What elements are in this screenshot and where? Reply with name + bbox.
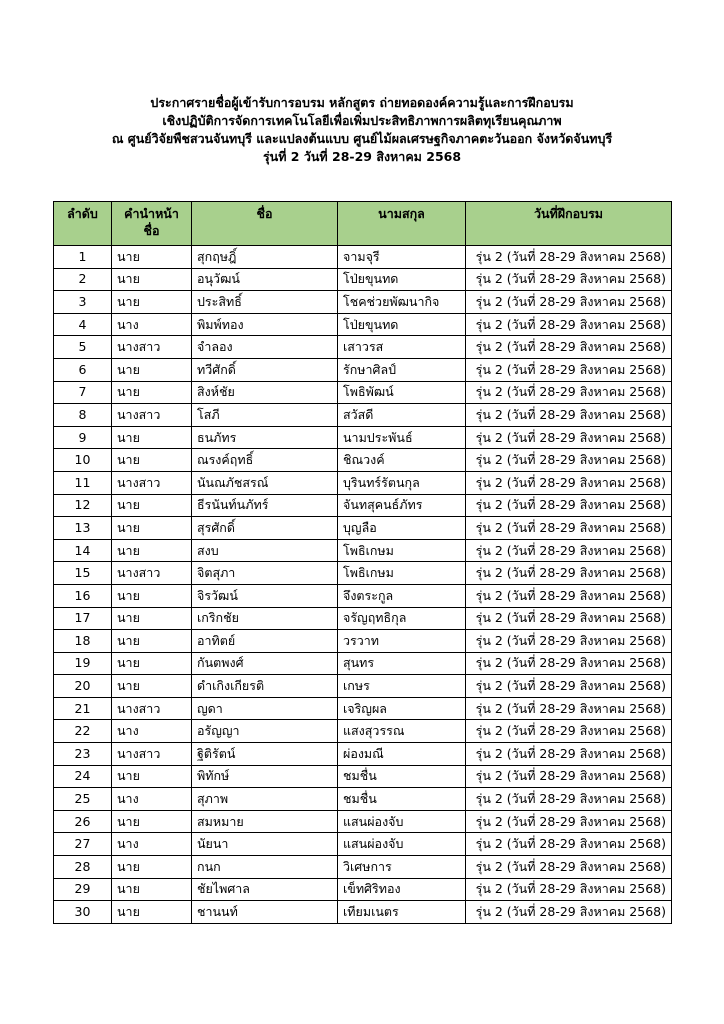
cell-last-name: ผ่องมณี <box>338 743 466 766</box>
cell-no: 2 <box>54 268 112 291</box>
header-last-name: นามสกุล <box>338 202 466 246</box>
table-row <box>54 494 672 517</box>
cell-last-name: แสงสุวรรณ <box>338 720 466 743</box>
cell-first-name: กนก <box>192 856 338 879</box>
cell-no: 26 <box>54 810 112 833</box>
cell-title: นาย <box>112 426 192 449</box>
cell-no: 18 <box>54 630 112 653</box>
table-body <box>54 246 672 924</box>
cell-no: 27 <box>54 833 112 856</box>
cell-last-name: บุรินทร์รัตนกุล <box>338 471 466 494</box>
table-row <box>54 539 672 562</box>
cell-first-name: ชานนท์ <box>192 901 338 924</box>
cell-last-name: จึงตระกูล <box>338 584 466 607</box>
cell-no: 4 <box>54 313 112 336</box>
table-row <box>54 833 672 856</box>
cell-first-name: สิงห์ชัย <box>192 381 338 404</box>
document-heading <box>0 94 724 166</box>
cell-title: นาย <box>112 901 192 924</box>
cell-no: 8 <box>54 404 112 427</box>
cell-training-date: รุ่น 2 (วันที่ 28-29 สิงหาคม 2568) <box>466 810 672 833</box>
participant-table <box>53 201 672 924</box>
cell-title: นาย <box>112 268 192 291</box>
cell-training-date: รุ่น 2 (วันที่ 28-29 สิงหาคม 2568) <box>466 291 672 314</box>
cell-first-name: โสภี <box>192 404 338 427</box>
cell-no: 23 <box>54 743 112 766</box>
table-row <box>54 404 672 427</box>
cell-training-date: รุ่น 2 (วันที่ 28-29 สิงหาคม 2568) <box>466 765 672 788</box>
cell-training-date: รุ่น 2 (วันที่ 28-29 สิงหาคม 2568) <box>466 697 672 720</box>
cell-last-name: รักษาศิลป์ <box>338 358 466 381</box>
cell-first-name: พิทักษ์ <box>192 765 338 788</box>
table-row <box>54 901 672 924</box>
heading-line-2: เชิงปฏิบัติการจัดการเทคโนโลยีเพื่อเพิ่มประสิทธิภาพการผลิตทุเรียนคุณภาพ <box>162 113 562 128</box>
cell-title: นาย <box>112 878 192 901</box>
cell-title: นาย <box>112 358 192 381</box>
header-training-date: วันที่ฝึกอบรม <box>466 202 672 246</box>
cell-last-name: ชมชื่น <box>338 765 466 788</box>
cell-last-name: เจริญผล <box>338 697 466 720</box>
cell-last-name: จันทสุคนธ์ภัทร <box>338 494 466 517</box>
table-row <box>54 765 672 788</box>
cell-training-date: รุ่น 2 (วันที่ 28-29 สิงหาคม 2568) <box>466 901 672 924</box>
cell-training-date: รุ่น 2 (วันที่ 28-29 สิงหาคม 2568) <box>466 584 672 607</box>
cell-no: 24 <box>54 765 112 788</box>
table-row <box>54 381 672 404</box>
cell-no: 30 <box>54 901 112 924</box>
cell-title: นาย <box>112 856 192 879</box>
cell-title: นาง <box>112 313 192 336</box>
cell-no: 15 <box>54 562 112 585</box>
cell-first-name: สุรศักดิ์ <box>192 517 338 540</box>
cell-no: 10 <box>54 449 112 472</box>
heading-line-3: ณ ศูนย์วิจัยพืชสวนจันทบุรี และแปลงต้นแบบ ศูนย์ไม้ผลเศรษฐกิจภาคตะวันออก จังหวัดจันทบุรี <box>111 131 613 146</box>
cell-last-name: โชคช่วยพัฒนากิจ <box>338 291 466 314</box>
cell-first-name: อรัญญา <box>192 720 338 743</box>
cell-last-name: โพธิเกษม <box>338 539 466 562</box>
cell-training-date: รุ่น 2 (วันที่ 28-29 สิงหาคม 2568) <box>466 562 672 585</box>
cell-no: 29 <box>54 878 112 901</box>
cell-training-date: รุ่น 2 (วันที่ 28-29 สิงหาคม 2568) <box>466 652 672 675</box>
cell-title: นางสาว <box>112 336 192 359</box>
cell-last-name: จรัญฤทธิกุล <box>338 607 466 630</box>
table-row <box>54 878 672 901</box>
cell-title: นาย <box>112 246 192 269</box>
cell-title: นาย <box>112 630 192 653</box>
cell-last-name: บุญลือ <box>338 517 466 540</box>
heading-line-4: รุ่นที่ 2 วันที่ 28-29 สิงหาคม 2568 <box>262 149 462 164</box>
cell-first-name: ณรงค์ฤทธิ์ <box>192 449 338 472</box>
table-row <box>54 584 672 607</box>
cell-title: นางสาว <box>112 562 192 585</box>
cell-no: 6 <box>54 358 112 381</box>
cell-training-date: รุ่น 2 (วันที่ 28-29 สิงหาคม 2568) <box>466 539 672 562</box>
cell-title: นาย <box>112 494 192 517</box>
table-row <box>54 720 672 743</box>
table-row <box>54 291 672 314</box>
cell-first-name: เกริกชัย <box>192 607 338 630</box>
cell-training-date: รุ่น 2 (วันที่ 28-29 สิงหาคม 2568) <box>466 268 672 291</box>
cell-first-name: นันณภัชสรณ์ <box>192 471 338 494</box>
cell-title: นาย <box>112 584 192 607</box>
cell-training-date: รุ่น 2 (วันที่ 28-29 สิงหาคม 2568) <box>466 833 672 856</box>
cell-no: 14 <box>54 539 112 562</box>
cell-first-name: ทวีศักดิ์ <box>192 358 338 381</box>
cell-first-name: ฐิติรัตน์ <box>192 743 338 766</box>
cell-first-name: พิมพ์ทอง <box>192 313 338 336</box>
cell-last-name: สวัสดี <box>338 404 466 427</box>
cell-title: นางสาว <box>112 471 192 494</box>
cell-no: 5 <box>54 336 112 359</box>
cell-first-name: ประสิทธิ์ <box>192 291 338 314</box>
header-title: คำนำหน้าชื่อ <box>112 202 192 246</box>
cell-no: 17 <box>54 607 112 630</box>
cell-first-name: อาทิตย์ <box>192 630 338 653</box>
cell-training-date: รุ่น 2 (วันที่ 28-29 สิงหาคม 2568) <box>466 607 672 630</box>
cell-training-date: รุ่น 2 (วันที่ 28-29 สิงหาคม 2568) <box>466 494 672 517</box>
cell-last-name: เสาวรส <box>338 336 466 359</box>
cell-training-date: รุ่น 2 (วันที่ 28-29 สิงหาคม 2568) <box>466 675 672 698</box>
table-row <box>54 810 672 833</box>
cell-last-name: จามจุรี <box>338 246 466 269</box>
cell-title: นาย <box>112 810 192 833</box>
cell-no: 21 <box>54 697 112 720</box>
cell-last-name: ชมชื่น <box>338 788 466 811</box>
cell-training-date: รุ่น 2 (วันที่ 28-29 สิงหาคม 2568) <box>466 246 672 269</box>
table-row <box>54 449 672 472</box>
cell-no: 13 <box>54 517 112 540</box>
cell-first-name: จิรวัฒน์ <box>192 584 338 607</box>
heading-line-1: ประกาศรายชื่อผู้เข้ารับการอบรม หลักสูตร ถ่ายทอดองค์ความรู้และการฝึกอบรม <box>150 95 574 110</box>
cell-last-name: โพธิพัฒน์ <box>338 381 466 404</box>
cell-title: นางสาว <box>112 743 192 766</box>
cell-no: 11 <box>54 471 112 494</box>
cell-training-date: รุ่น 2 (วันที่ 28-29 สิงหาคม 2568) <box>466 720 672 743</box>
cell-first-name: ธีรนันท์นภัทร์ <box>192 494 338 517</box>
table-row <box>54 630 672 653</box>
cell-no: 3 <box>54 291 112 314</box>
cell-last-name: เกษร <box>338 675 466 698</box>
cell-first-name: ญดา <box>192 697 338 720</box>
cell-first-name: ชัยไพศาล <box>192 878 338 901</box>
cell-last-name: โป่ยขุนทด <box>338 313 466 336</box>
table-row <box>54 313 672 336</box>
cell-title: นาย <box>112 449 192 472</box>
cell-title: นาง <box>112 788 192 811</box>
table-row <box>54 268 672 291</box>
cell-last-name: แสนผ่องจับ <box>338 810 466 833</box>
cell-first-name: ธนภัทร <box>192 426 338 449</box>
cell-first-name: อนุวัฒน์ <box>192 268 338 291</box>
cell-first-name: นัยนา <box>192 833 338 856</box>
cell-title: นาย <box>112 291 192 314</box>
cell-training-date: รุ่น 2 (วันที่ 28-29 สิงหาคม 2568) <box>466 856 672 879</box>
cell-training-date: รุ่น 2 (วันที่ 28-29 สิงหาคม 2568) <box>466 449 672 472</box>
cell-title: นาย <box>112 675 192 698</box>
header-first-name: ชื่อ <box>192 202 338 246</box>
cell-no: 28 <box>54 856 112 879</box>
cell-no: 12 <box>54 494 112 517</box>
cell-training-date: รุ่น 2 (วันที่ 28-29 สิงหาคม 2568) <box>466 471 672 494</box>
cell-last-name: นามประพันธ์ <box>338 426 466 449</box>
cell-training-date: รุ่น 2 (วันที่ 28-29 สิงหาคม 2568) <box>466 788 672 811</box>
cell-title: นาย <box>112 652 192 675</box>
cell-training-date: รุ่น 2 (วันที่ 28-29 สิงหาคม 2568) <box>466 313 672 336</box>
cell-no: 20 <box>54 675 112 698</box>
table-row <box>54 856 672 879</box>
cell-no: 25 <box>54 788 112 811</box>
header-no: ลำดับ <box>54 202 112 246</box>
cell-last-name: ชิณวงค์ <box>338 449 466 472</box>
table-row <box>54 743 672 766</box>
table-row <box>54 358 672 381</box>
cell-title: นางสาว <box>112 404 192 427</box>
cell-title: นางสาว <box>112 697 192 720</box>
cell-first-name: ดำเกิงเกียรติ <box>192 675 338 698</box>
cell-first-name: กันตพงศ์ <box>192 652 338 675</box>
cell-first-name: สุกฤษฎิ์ <box>192 246 338 269</box>
table-row <box>54 426 672 449</box>
cell-no: 9 <box>54 426 112 449</box>
cell-last-name: วรวาท <box>338 630 466 653</box>
cell-training-date: รุ่น 2 (วันที่ 28-29 สิงหาคม 2568) <box>466 404 672 427</box>
table-row <box>54 652 672 675</box>
cell-title: นาย <box>112 517 192 540</box>
cell-title: นาย <box>112 607 192 630</box>
table-row <box>54 471 672 494</box>
cell-training-date: รุ่น 2 (วันที่ 28-29 สิงหาคม 2568) <box>466 426 672 449</box>
table-row <box>54 675 672 698</box>
cell-first-name: สงบ <box>192 539 338 562</box>
cell-title: นาง <box>112 720 192 743</box>
cell-no: 22 <box>54 720 112 743</box>
table-row <box>54 788 672 811</box>
table-row <box>54 607 672 630</box>
table-row <box>54 562 672 585</box>
cell-training-date: รุ่น 2 (วันที่ 28-29 สิงหาคม 2568) <box>466 630 672 653</box>
cell-last-name: เทียมเนตร <box>338 901 466 924</box>
cell-training-date: รุ่น 2 (วันที่ 28-29 สิงหาคม 2568) <box>466 381 672 404</box>
cell-no: 1 <box>54 246 112 269</box>
cell-last-name: โป่ยขุนทด <box>338 268 466 291</box>
table-header-row <box>54 202 672 246</box>
cell-first-name: สุภาพ <box>192 788 338 811</box>
cell-no: 19 <box>54 652 112 675</box>
cell-first-name: สมหมาย <box>192 810 338 833</box>
table-row <box>54 697 672 720</box>
cell-training-date: รุ่น 2 (วันที่ 28-29 สิงหาคม 2568) <box>466 358 672 381</box>
cell-training-date: รุ่น 2 (วันที่ 28-29 สิงหาคม 2568) <box>466 517 672 540</box>
table-row <box>54 246 672 269</box>
cell-first-name: จำลอง <box>192 336 338 359</box>
table-row <box>54 336 672 359</box>
cell-no: 7 <box>54 381 112 404</box>
cell-training-date: รุ่น 2 (วันที่ 28-29 สิงหาคม 2568) <box>466 878 672 901</box>
cell-no: 16 <box>54 584 112 607</box>
cell-title: นาย <box>112 539 192 562</box>
cell-first-name: จิตสุภา <box>192 562 338 585</box>
cell-title: นาย <box>112 381 192 404</box>
cell-last-name: วิเศษการ <box>338 856 466 879</box>
cell-training-date: รุ่น 2 (วันที่ 28-29 สิงหาคม 2568) <box>466 336 672 359</box>
cell-last-name: โพธิเกษม <box>338 562 466 585</box>
cell-title: นาง <box>112 833 192 856</box>
cell-last-name: เข็ทศิริทอง <box>338 878 466 901</box>
table-row <box>54 517 672 540</box>
cell-last-name: สุนทร <box>338 652 466 675</box>
cell-last-name: แสนผ่องจับ <box>338 833 466 856</box>
cell-title: นาย <box>112 765 192 788</box>
cell-training-date: รุ่น 2 (วันที่ 28-29 สิงหาคม 2568) <box>466 743 672 766</box>
